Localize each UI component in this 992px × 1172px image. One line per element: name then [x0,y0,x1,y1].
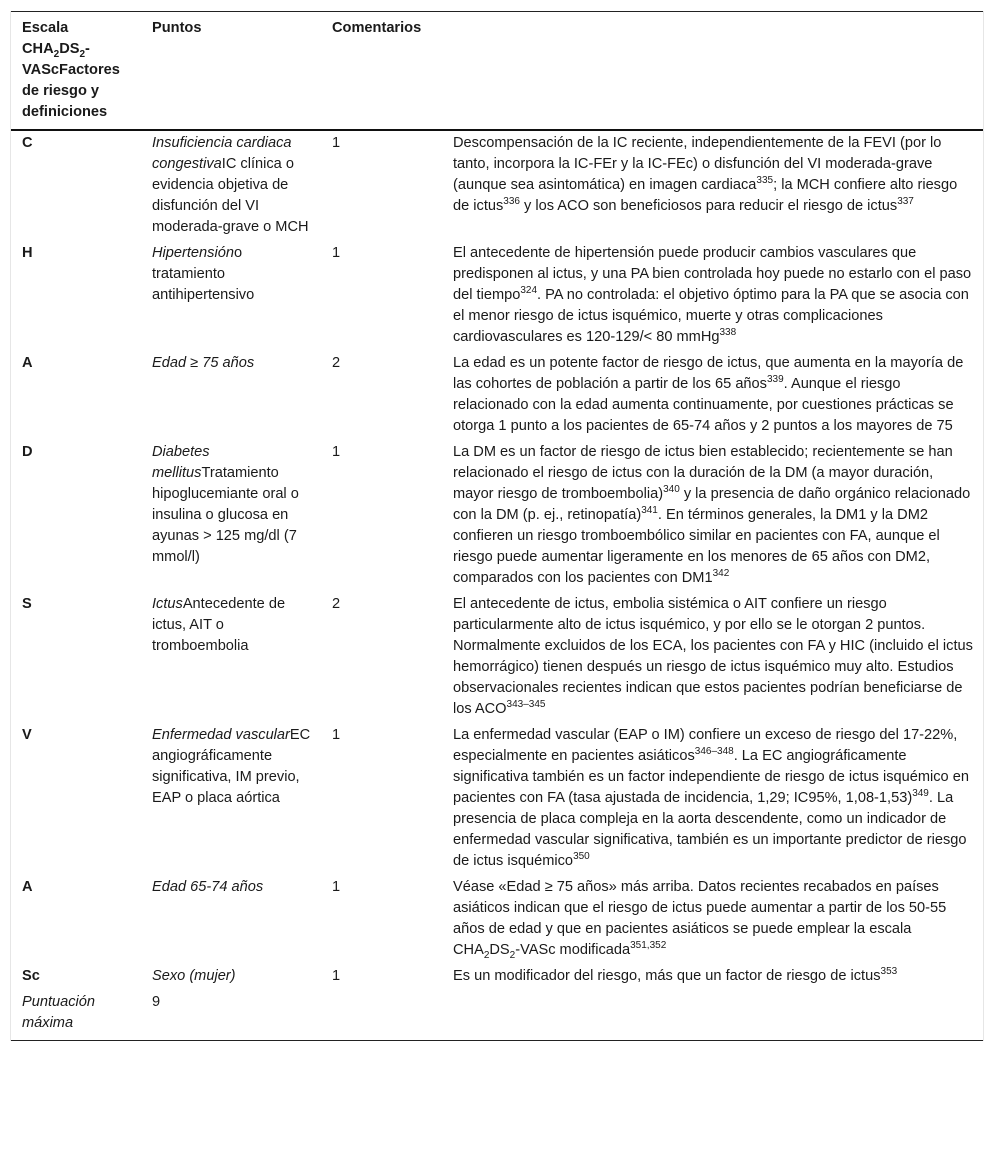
reference-superscript: 337 [897,196,914,207]
risk-factor-name: Sexo (mujer) [152,968,236,984]
table-row [11,351,983,440]
risk-factor-description: IC clínica o evidencia objetiva de disfunción del VI moderada-grave o MCH [152,156,309,235]
risk-factor-points: 1 [332,444,341,460]
risk-factor-points: 1 [332,727,341,743]
comment-text: El antecedente de hipertensión puede producir cambios vasculares que predisponen al ictus, y una PA bien controlada hoy puede no estarlo con el paso del tiempo [453,245,972,303]
risk-factor-description: Tratamiento hipoglucemiante oral o insulina o glucosa en ayunas > 125 mg/dl (7 mmol/l) [152,465,299,565]
cha2ds2-vasc-table-container [10,11,984,1041]
risk-factor-definition [141,241,321,351]
risk-factor-comment [442,964,983,990]
subscript: 2 [509,950,516,961]
risk-factor-comment [442,440,983,592]
table-row [11,241,983,351]
risk-factor-points: 1 [332,968,341,984]
risk-factor-name: Ictus [152,596,183,612]
risk-factor-points: 2 [332,355,341,371]
reference-superscript: 340 [663,484,680,495]
reference-superscript: 335 [756,175,774,186]
risk-factor-definition [141,440,321,592]
comment-text: Descompensación de la IC reciente, independientemente de la FEVI (por lo tanto, incorpora la IC-FEr y la IC-FEc) o disfunción del VI moderada-grave (aunque sea asintomática) en imagen cardiaca [453,135,942,193]
max-score-label: Puntuación máxima [22,994,96,1031]
reference-superscript: 343–345 [506,699,546,710]
risk-factor-definition [141,130,321,241]
reference-superscript: 338 [719,327,737,338]
risk-factor-description: EC angiográficamente significativa, IM previo, EAP o placa aórtica [152,727,311,806]
reference-superscript: 346–348 [694,746,734,757]
risk-factor-points: 2 [332,596,341,612]
risk-factor-name: Diabetes mellitus [152,444,210,481]
risk-factor-name: Edad ≥ 75 años [152,355,255,371]
reference-superscript: 349 [912,788,929,799]
reference-superscript: 339 [766,374,784,385]
risk-factor-comment [442,351,983,440]
empty-cell [442,990,983,1041]
reference-superscript: 324 [520,285,538,296]
risk-factor-description: o tratamiento antihipertensivo [152,245,255,303]
reference-superscript: 336 [503,196,520,207]
empty-cell [321,990,442,1041]
comment-text: y la presencia de daño orgánico relacionado con la DM (p. ej., retinopatía) [453,486,971,523]
header-empty [442,12,983,131]
risk-factor-letter: S [22,596,32,612]
table-row [11,964,983,990]
risk-factor-comment [442,875,983,964]
reference-superscript: 351,352 [630,940,667,951]
cha2ds2-vasc-table [11,11,983,1041]
risk-factor-comment [442,241,983,351]
risk-factor-definition [141,592,321,723]
comment-text: -VASc modificada [515,942,631,958]
risk-factor-description: Antecedente de ictus, AIT o tromboembolia [152,596,286,654]
comment-text: y los ACO son beneficiosos para reducir el riesgo de ictus [519,198,898,214]
comment-text: La enfermedad vascular (EAP o IM) confiere un exceso de riesgo del 17-22%, especialmente en pacientes asiáticos [453,727,958,764]
risk-factor-points: 1 [332,245,341,261]
comment-text: ; la MCH confiere alto riesgo de ictus [453,177,958,214]
risk-factor-comment [442,723,983,875]
comment-text: . La presencia de placa compleja en la aorta descendente, como un indicador de enfermedad vascular significativa, también es un importante predictor de riesgo de ictus isquémico [453,790,967,869]
subscript: 2 [483,950,490,961]
risk-factor-definition [141,875,321,964]
table-row [11,723,983,875]
risk-factor-definition [141,351,321,440]
max-score-value: 9 [152,994,161,1010]
risk-factor-name: Insuficiencia cardiaca congestiva [152,135,292,172]
risk-factor-comment [442,130,983,241]
risk-factor-letter: A [22,355,33,371]
comment-text: . En términos generales, la DM1 y la DM2 confieren un riesgo tromboembólico similar en pacientes con FA, aunque el riesgo puede aumentar ligeramente en los menores de 65 años con DM2, comparados con los pacientes con DM1 [453,507,940,586]
risk-factor-letter: A [22,879,33,895]
risk-factor-letter: C [22,135,33,151]
risk-factor-points: 1 [332,879,341,895]
reference-superscript: 342 [712,568,730,579]
table-row [11,130,983,241]
header-comments: Comentarios [332,20,422,36]
comment-text: La edad es un potente factor de riesgo de ictus, que aumenta en la mayoría de las cohortes de población a partir de los 65 años [453,355,964,392]
risk-factor-points: 1 [332,135,341,151]
comment-text: . La EC angiográficamente significativa también es un factor independiente de riesgo de ictus isquémico en pacientes con FA (tasa ajustada de incidencia, 1,29; IC95%, 1,08-1,53) [453,748,969,806]
risk-factor-comment [442,592,983,723]
table-row [11,592,983,723]
risk-factor-letter: Sc [22,968,40,984]
header-scale-factors: Escala $CHA_2DS_2$-VAScFactores de riesgo y definiciones [22,20,120,120]
reference-superscript: 350 [573,851,590,862]
comment-text: Véase «Edad ≥ 75 años» más arriba. Datos recientes recabados en países asiáticos indican que el riesgo de ictus puede aumentar a partir de los 50-55 años de edad y que en pacientes asiáticos se puede emplear la escala CHA [453,879,947,958]
comment-text: La DM es un factor de riesgo de ictus bien establecido; recientemente se han relacionado el riesgo de ictus con la duración de la DM (a mayor duración, mayor riesgo de tromboembolia) [453,444,953,502]
risk-factor-name: Edad 65-74 años [152,879,264,895]
max-score-row [11,990,983,1041]
risk-factor-definition [141,964,321,990]
comment-text: Es un modificador del riesgo, más que un factor de riesgo de ictus [453,968,881,984]
header-points: Puntos [152,20,202,36]
comment-text: . PA no controlada: el objetivo óptimo para la PA que se asocia con el menor riesgo de ictus isquémico, muerte y otras complicaciones cardiovasculares es 120-129/< 80 mmHg [453,287,969,345]
reference-superscript: 353 [880,966,898,977]
risk-factor-letter: D [22,444,33,460]
table-row [11,875,983,964]
risk-factor-letter: H [22,245,33,261]
risk-factor-letter: V [22,727,32,743]
risk-factor-definition [141,723,321,875]
comment-text: El antecedente de ictus, embolia sistémica o AIT confiere un riesgo particularmente alto de ictus isquémico, y por ello se le otorgan 2 puntos. Normalmente excluidos de los ECA, los pacientes con FA y HIC (incluido el ictus hemorrágico) tienen después un riesgo de ictus isquémico muy alto. Estudios observacionales recientes indican que estos pacientes podrían beneficiarse de los ACO [453,596,973,717]
risk-factor-name: Hipertensión [152,245,234,261]
table-row [11,440,983,592]
comment-text: DS [489,942,510,958]
comment-text: . Aunque el riesgo relacionado con la edad aumenta continuamente, por cuestiones prácticas se otorga 1 punto a los pacientes de 65-74 años y 2 puntos a los mayores de 75 [453,376,954,434]
risk-factor-name: Enfermedad vascular [152,727,290,743]
reference-superscript: 341 [641,505,658,516]
table-header-row [11,12,983,131]
